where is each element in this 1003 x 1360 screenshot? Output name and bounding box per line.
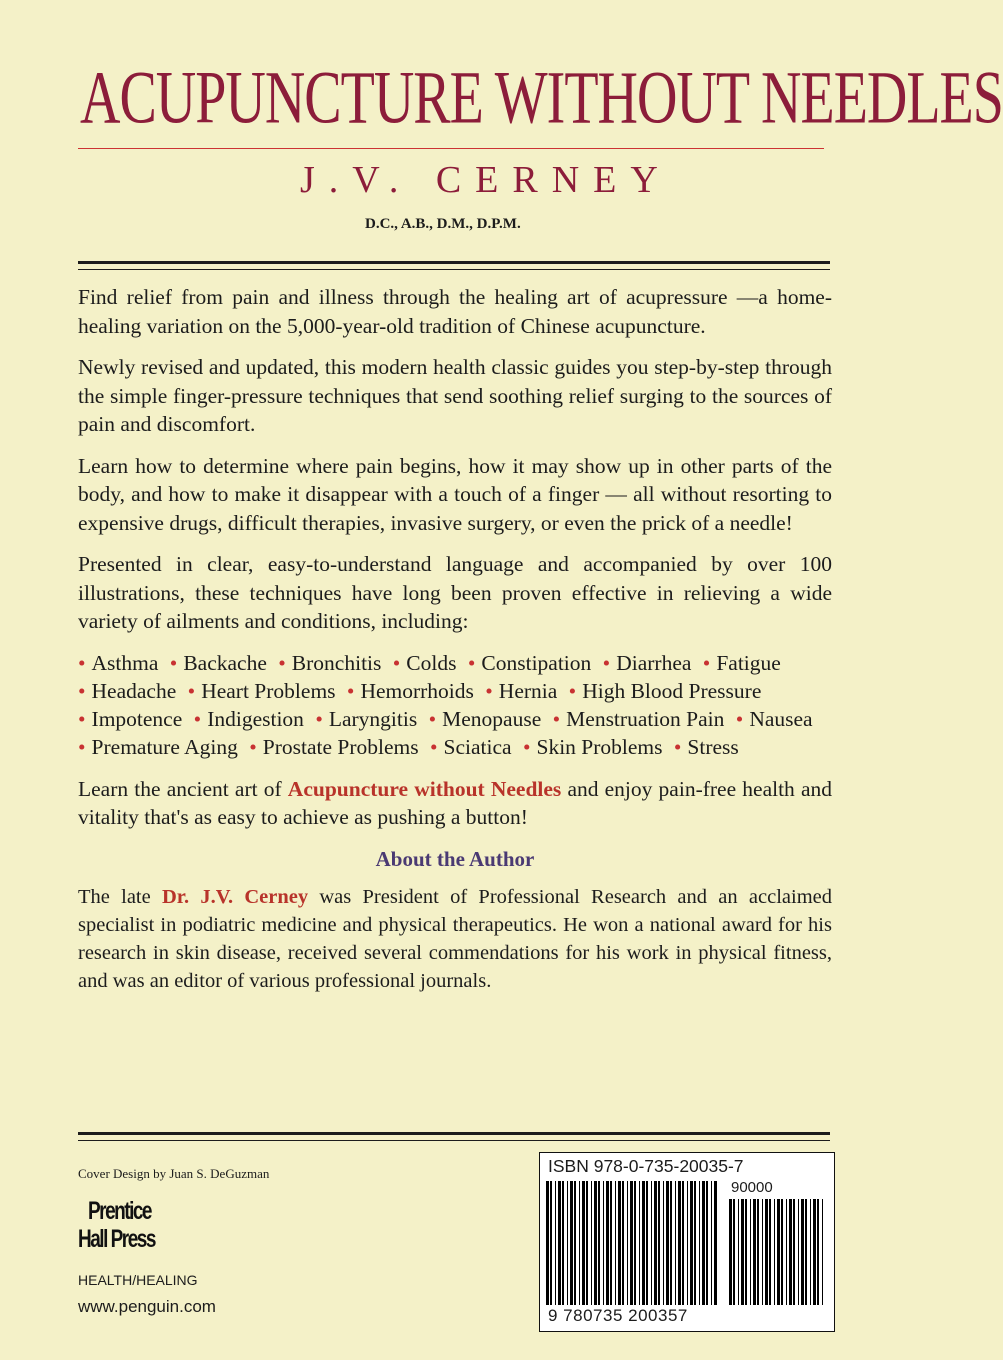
barcode-bar — [627, 1181, 628, 1305]
barcode-bar — [753, 1199, 756, 1305]
bullet-icon: • — [467, 650, 476, 675]
ailment-item: • Hemorrhoids — [346, 678, 474, 703]
ailment-item: • Bronchitis — [278, 650, 382, 675]
barcode-bar — [817, 1199, 819, 1305]
title-underline — [78, 148, 824, 149]
barcode-bar — [793, 1199, 795, 1305]
barcode-bar — [702, 1181, 705, 1305]
barcode-bar — [729, 1199, 732, 1305]
bullet-icon: • — [428, 707, 437, 732]
barcode-panel — [539, 1152, 835, 1332]
ailment-item: • Constipation — [467, 650, 592, 675]
ailment-item: • Asthma — [78, 650, 159, 675]
bullet-icon: • — [485, 678, 493, 703]
barcode-bar — [711, 1181, 712, 1305]
barcode-bar — [555, 1181, 556, 1305]
barcode-bar — [789, 1199, 792, 1305]
ailment-item: • Nausea — [735, 707, 813, 732]
barcode-bar — [741, 1199, 744, 1305]
barcode-bar — [801, 1199, 804, 1305]
top-divider — [78, 261, 830, 270]
bullet-icon: • — [78, 735, 86, 760]
ailment-item: • Skin Problems — [522, 735, 663, 760]
barcode-bar — [670, 1181, 672, 1305]
bullet-icon: • — [187, 678, 196, 703]
barcode-bar — [738, 1199, 739, 1305]
ailment-item: • Stress — [673, 735, 739, 760]
bullet-icon: • — [315, 707, 323, 732]
ean-barcode — [546, 1181, 718, 1305]
barcode-bar — [781, 1199, 783, 1305]
bullet-icon: • — [193, 707, 202, 732]
bullet-icon: • — [392, 650, 401, 675]
ailment-item: • Diarrhea — [602, 650, 692, 675]
bullet-icon: • — [78, 707, 86, 732]
barcode-bar — [654, 1181, 657, 1305]
bullet-icon: • — [522, 735, 531, 760]
book-title: ACUPUNCTURE WITHOUT NEEDLES — [80, 56, 1003, 141]
ailment-item: • Colds — [392, 650, 457, 675]
ailment-item: • Headache — [78, 678, 177, 703]
ailments-list — [78, 649, 832, 762]
ean-digits: 9 780735 200357 — [548, 1306, 688, 1325]
bullet-icon: • — [702, 650, 711, 675]
addon-barcode — [729, 1199, 825, 1305]
barcode-bar — [634, 1181, 636, 1305]
barcode-bar — [678, 1181, 681, 1305]
barcode-bar — [598, 1181, 600, 1305]
barcode-bar — [558, 1181, 561, 1305]
ailment-item: • Fatigue — [702, 650, 781, 675]
bullet-icon: • — [673, 735, 682, 760]
isbn-number: ISBN 978-0-735-20035-7 — [548, 1156, 744, 1176]
barcode-bar — [639, 1181, 640, 1305]
cover-design-credit: Cover Design by Juan S. DeGuzman — [78, 1166, 270, 1181]
revised-paragraph: Newly revised and updated, this modern health classic guides you step-by-step through the simple finger-pressure techniques that send soothing relief surging to the sources of pain and discomfort. — [78, 355, 832, 436]
bullet-icon: • — [249, 735, 257, 760]
barcode-bar — [694, 1181, 696, 1305]
barcode-bar — [574, 1181, 576, 1305]
barcode-bar — [798, 1199, 799, 1305]
publisher-logo — [78, 1198, 164, 1258]
ailment-item: • Menstruation Pain — [552, 707, 725, 732]
barcode-bar — [567, 1181, 568, 1305]
back-cover-copy — [78, 283, 832, 1008]
barcode-bar — [822, 1199, 823, 1305]
barcode-bar — [690, 1181, 693, 1305]
about-author-heading: About the Author — [375, 846, 535, 871]
ailment-item: • Laryngitis — [315, 707, 418, 732]
book-title-highlight: Acupuncture without Needles — [287, 776, 562, 801]
intro-paragraph: Find relief from pain and illness through the healing art of acupressure —a home-healing variation on the 5,000-year-old tradition of Chinese acupuncture. — [78, 285, 832, 338]
learn-paragraph: Learn how to determine where pain begins, how it may show up in other parts of the body, and how to make it disappear with a touch of a finger — all without resorting to expensive drugs, difficult therapies, invasive surgery, or even the prick of a needle! — [78, 453, 832, 535]
bullet-icon: • — [568, 678, 577, 703]
barcode-bar — [714, 1181, 717, 1305]
presented-paragraph: Presented in clear, easy-to-understand language and accompanied by over 100 illustrations, these techniques have long been proven effective in relieving a wide variety of ailments and conditions, including: — [78, 552, 832, 633]
author-credentials: D.C., A.B., D.M., D.P.M. — [365, 216, 521, 232]
barcode-bar — [603, 1181, 604, 1305]
category-label: HEALTH/HEALING — [78, 1272, 198, 1288]
ailment-item: • Hernia — [485, 678, 558, 703]
barcode-bar — [757, 1199, 759, 1305]
author-bio: The late Dr. J.V. Cerney was President of Professional Research and an acclaimed specialist in podiatric medicine and physical therapeutics. He won a national award for his research in skin disease, received several commendations for his work in physical fitness, and was an editor of various professional journals. — [78, 886, 832, 993]
barcode-bar — [591, 1181, 592, 1305]
barcode-bar — [546, 1181, 549, 1305]
closing-paragraph: Learn the ancient art of Acupuncture without Needles and enjoy pain-free health and vitality that's as easy to achieve as pushing a button! — [78, 776, 832, 830]
barcode-bar — [745, 1199, 747, 1305]
ailment-item: • Sciatica — [429, 735, 512, 760]
barcode-bar — [786, 1199, 787, 1305]
barcode-bar — [706, 1181, 708, 1305]
bullet-icon: • — [552, 707, 561, 732]
barcode-bar — [658, 1181, 660, 1305]
bullet-icon: • — [346, 678, 355, 703]
barcode-bar — [570, 1181, 573, 1305]
barcode-bar — [606, 1181, 609, 1305]
bullet-icon: • — [602, 650, 611, 675]
barcode-bar — [769, 1199, 771, 1305]
ailment-item: • Indigestion — [193, 707, 304, 732]
ailment-item: • Impotence — [78, 707, 183, 732]
barcode-bar — [675, 1181, 676, 1305]
barcode-bar — [586, 1181, 588, 1305]
price-code: 90000 — [731, 1179, 773, 1196]
bullet-icon: • — [169, 650, 178, 675]
barcode-bar — [610, 1181, 612, 1305]
barcode-bar — [618, 1181, 621, 1305]
barcode-bar — [651, 1181, 652, 1305]
barcode-bar — [562, 1181, 564, 1305]
barcode-bar — [733, 1199, 735, 1305]
bullet-icon: • — [78, 678, 86, 703]
barcode-bar — [810, 1199, 811, 1305]
barcode-bar — [777, 1199, 780, 1305]
barcode-bar — [642, 1181, 645, 1305]
barcode-bar — [579, 1181, 580, 1305]
ailment-item: • Heart Problems — [187, 678, 336, 703]
barcode-bar — [666, 1181, 669, 1305]
bullet-icon: • — [278, 650, 286, 675]
publisher-logo-line2: Hall Press — [78, 1226, 155, 1254]
barcode-bar — [594, 1181, 597, 1305]
barcode-bar — [582, 1181, 585, 1305]
barcode-bar — [682, 1181, 684, 1305]
barcode-bar — [774, 1199, 775, 1305]
author-name: J.V. CERNEY — [300, 159, 672, 201]
barcode-bar — [765, 1199, 768, 1305]
author-name-highlight: Dr. J.V. Cerney — [162, 886, 309, 909]
ailment-item: • Backache — [169, 650, 267, 675]
ailment-item: • High Blood Pressure — [568, 678, 762, 703]
bullet-icon: • — [78, 650, 86, 675]
barcode-bar — [762, 1199, 763, 1305]
barcode-bar — [750, 1199, 751, 1305]
ailment-item: • Prostate Problems — [249, 735, 419, 760]
publisher-logo-line1: Prentice — [88, 1198, 151, 1226]
barcode-bar — [687, 1181, 688, 1305]
barcode-bar — [663, 1181, 664, 1305]
ailment-item: • Premature Aging — [78, 735, 238, 760]
publisher-website: www.penguin.com — [78, 1297, 216, 1316]
barcode-bar — [805, 1199, 807, 1305]
bottom-divider — [78, 1132, 830, 1141]
barcode-bar — [699, 1181, 700, 1305]
bullet-icon: • — [429, 735, 438, 760]
barcode-bar — [622, 1181, 624, 1305]
bullet-icon: • — [735, 707, 744, 732]
barcode-bar — [630, 1181, 633, 1305]
ailment-item: • Menopause — [428, 707, 542, 732]
barcode-bar — [615, 1181, 616, 1305]
barcode-bar — [646, 1181, 648, 1305]
barcode-bar — [813, 1199, 816, 1305]
barcode-bar — [550, 1181, 552, 1305]
